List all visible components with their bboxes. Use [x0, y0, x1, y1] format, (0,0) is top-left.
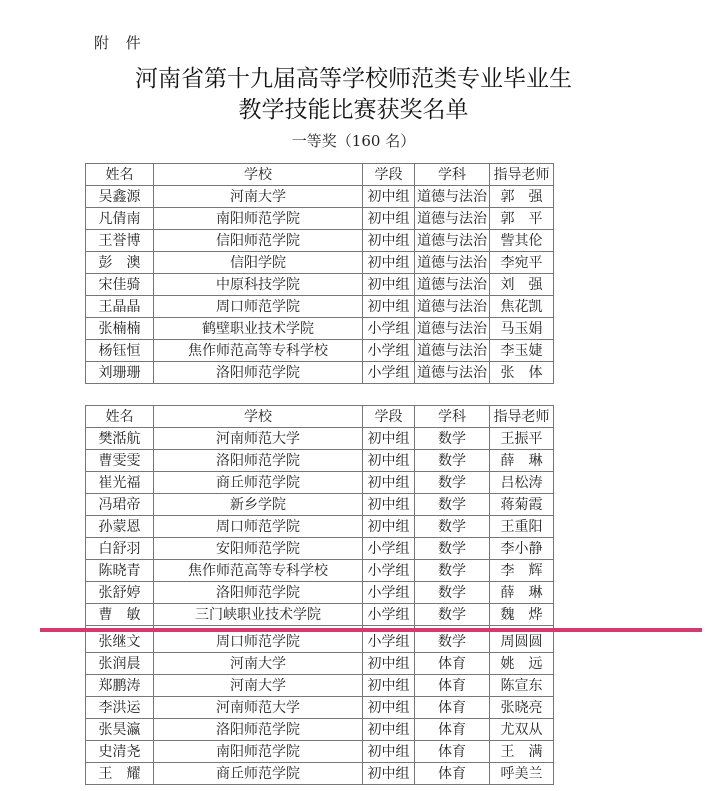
table-cell: 张继文: [86, 626, 154, 653]
table-cell: 尤双从: [490, 719, 554, 741]
table-cell: 马玉娟: [490, 318, 554, 340]
table-cell: 曹 敏: [86, 604, 154, 626]
table-row: [86, 450, 554, 472]
table-cell: 小学组: [363, 340, 415, 362]
table-cell: 鹤壁职业技术学院: [154, 318, 363, 340]
table-row: [86, 719, 554, 741]
table-cell: 初中组: [363, 428, 415, 450]
table-cell: 初中组: [363, 494, 415, 516]
table-cell: 体育: [415, 741, 490, 763]
table-cell: 南阳师范学院: [154, 741, 363, 763]
table-cell: 初中组: [363, 186, 415, 208]
table-cell: 冯珺帝: [86, 494, 154, 516]
table-cell: 洛阳师范学院: [154, 582, 363, 604]
table-cell: 张舒婷: [86, 582, 154, 604]
table-cell: 数学: [415, 450, 490, 472]
table-cell: 道德与法治: [415, 230, 490, 252]
table-row: [86, 494, 554, 516]
table-cell: 初中组: [363, 472, 415, 494]
table-cell: 道德与法治: [415, 186, 490, 208]
table-row: [86, 653, 554, 675]
column-header: 学段: [363, 164, 415, 186]
table-cell: 体育: [415, 763, 490, 785]
table-cell: 张润晨: [86, 653, 154, 675]
table-cell: 安阳师范学院: [154, 538, 363, 560]
table-cell: 李小静: [490, 538, 554, 560]
table-cell: 初中组: [363, 230, 415, 252]
table-cell: 焦作师范高等专科学校: [154, 560, 363, 582]
table-row: [86, 560, 554, 582]
table-cell: 张昊瀛: [86, 719, 154, 741]
table-cell: 杨钰恒: [86, 340, 154, 362]
winners-table-ethics: [85, 163, 554, 384]
table-cell: 数学: [415, 560, 490, 582]
award-level-heading: 一等奖（160 名）: [291, 132, 416, 150]
table-cell: 体育: [415, 719, 490, 741]
table-cell: 数学: [415, 626, 490, 653]
table-cell: 河南大学: [154, 186, 363, 208]
table-cell: 薛 琳: [490, 582, 554, 604]
table-cell: 樊湉航: [86, 428, 154, 450]
table-cell: 周口师范学院: [154, 296, 363, 318]
table-cell: 吕松涛: [490, 472, 554, 494]
table-cell: 初中组: [363, 719, 415, 741]
table-row: [86, 604, 554, 626]
table-cell: 信阳师范学院: [154, 230, 363, 252]
table-cell: 焦花凯: [490, 296, 554, 318]
table-cell: 小学组: [363, 538, 415, 560]
table-cell: 王 满: [490, 741, 554, 763]
table-row: [86, 186, 554, 208]
table-cell: 焦作师范高等专科学校: [154, 340, 363, 362]
table-cell: 道德与法治: [415, 362, 490, 384]
table-cell: 道德与法治: [415, 208, 490, 230]
table-cell: 河南师范大学: [154, 697, 363, 719]
table-cell: 小学组: [363, 626, 415, 653]
table-row: [86, 472, 554, 494]
table-cell: 河南大学: [154, 653, 363, 675]
table-cell: 道德与法治: [415, 318, 490, 340]
table-cell: 南阳师范学院: [154, 208, 363, 230]
table-cell: 三门峡职业技术学院: [154, 604, 363, 626]
table-row: [86, 763, 554, 785]
table-cell: 初中组: [363, 252, 415, 274]
table-cell: 初中组: [363, 763, 415, 785]
table-cell: 凡倩南: [86, 208, 154, 230]
table-cell: 初中组: [363, 697, 415, 719]
table-row: [86, 252, 554, 274]
table-cell: 洛阳师范学院: [154, 450, 363, 472]
table-cell: 刘珊珊: [86, 362, 154, 384]
header-row: [86, 164, 554, 186]
table-row: [86, 318, 554, 340]
table-row: [86, 741, 554, 763]
table-cell: 道德与法治: [415, 340, 490, 362]
table-cell: 初中组: [363, 296, 415, 318]
table-cell: 洛阳师范学院: [154, 362, 363, 384]
column-header: 学段: [363, 406, 415, 428]
table-cell: 小学组: [363, 604, 415, 626]
highlight-line: [40, 628, 702, 632]
table-cell: 周口师范学院: [154, 516, 363, 538]
table-cell: 薛 琳: [490, 450, 554, 472]
table-row: [86, 208, 554, 230]
table-cell: 张楠楠: [86, 318, 154, 340]
table-cell: 中原科技学院: [154, 274, 363, 296]
table-cell: 李 辉: [490, 560, 554, 582]
table-cell: 数学: [415, 516, 490, 538]
table-cell: 新乡学院: [154, 494, 363, 516]
table-cell: 李玉婕: [490, 340, 554, 362]
column-header: 学科: [415, 406, 490, 428]
column-header: 学校: [154, 164, 363, 186]
table-cell: 张晓亮: [490, 697, 554, 719]
table-cell: 史清尧: [86, 741, 154, 763]
table-cell: 数学: [415, 472, 490, 494]
table-cell: 刘 强: [490, 274, 554, 296]
table-row: [86, 538, 554, 560]
table-cell: 王振平: [490, 428, 554, 450]
column-header: 指导老师: [490, 406, 554, 428]
table-row: [86, 675, 554, 697]
table-row: [86, 582, 554, 604]
table-cell: 河南大学: [154, 675, 363, 697]
table-cell: 数学: [415, 428, 490, 450]
table-cell: 郭 平: [490, 208, 554, 230]
table-cell: 初中组: [363, 450, 415, 472]
table-cell: 陈宣东: [490, 675, 554, 697]
table-cell: 初中组: [363, 675, 415, 697]
table-cell: 初中组: [363, 741, 415, 763]
attachment-label: 附 件: [94, 34, 147, 52]
table-cell: 数学: [415, 582, 490, 604]
table-cell: 体育: [415, 653, 490, 675]
winners-table-math-pe: [85, 405, 554, 785]
table-cell: 初中组: [363, 516, 415, 538]
table-cell: 体育: [415, 697, 490, 719]
table-cell: 訾其伦: [490, 230, 554, 252]
column-header: 姓名: [86, 164, 154, 186]
table-cell: 魏 烨: [490, 604, 554, 626]
table-cell: 周圆圆: [490, 626, 554, 653]
table-cell: 蒋菊霞: [490, 494, 554, 516]
table-cell: 李宛平: [490, 252, 554, 274]
table-cell: 小学组: [363, 560, 415, 582]
table-cell: 宋佳骑: [86, 274, 154, 296]
table-cell: 吴鑫源: [86, 186, 154, 208]
table-cell: 王 耀: [86, 763, 154, 785]
table-cell: 河南师范大学: [154, 428, 363, 450]
table-cell: 曹雯雯: [86, 450, 154, 472]
table-cell: 小学组: [363, 362, 415, 384]
table-cell: 商丘师范学院: [154, 472, 363, 494]
table-row: [86, 362, 554, 384]
table-cell: 数学: [415, 604, 490, 626]
table-cell: 道德与法治: [415, 252, 490, 274]
table-cell: 数学: [415, 538, 490, 560]
document-title: 河南省第十九届高等学校师范类专业毕业生: [135, 66, 572, 92]
table-cell: 体育: [415, 675, 490, 697]
table-row: [86, 428, 554, 450]
table-row: [86, 230, 554, 252]
table-row: [86, 516, 554, 538]
table-cell: 王誉博: [86, 230, 154, 252]
table-cell: 郑鹏涛: [86, 675, 154, 697]
table-row: [86, 340, 554, 362]
table-cell: 王重阳: [490, 516, 554, 538]
header-row: [86, 406, 554, 428]
table-row: [86, 296, 554, 318]
column-header: 学校: [154, 406, 363, 428]
table-cell: 小学组: [363, 582, 415, 604]
table-cell: 周口师范学院: [154, 626, 363, 653]
table-cell: 王晶晶: [86, 296, 154, 318]
table-cell: 白舒羽: [86, 538, 154, 560]
table-cell: 初中组: [363, 208, 415, 230]
table-cell: 信阳学院: [154, 252, 363, 274]
table-cell: 初中组: [363, 274, 415, 296]
table-cell: 郭 强: [490, 186, 554, 208]
document-title-line2: 教学技能比赛获奖名单: [238, 97, 469, 123]
table-cell: 初中组: [363, 653, 415, 675]
column-header: 指导老师: [490, 164, 554, 186]
table-cell: 小学组: [363, 318, 415, 340]
table-cell: 呼美兰: [490, 763, 554, 785]
table-cell: 道德与法治: [415, 296, 490, 318]
table-cell: 孙蒙恩: [86, 516, 154, 538]
column-header: 姓名: [86, 406, 154, 428]
table-row: [86, 697, 554, 719]
table-cell: 崔光福: [86, 472, 154, 494]
column-header: 学科: [415, 164, 490, 186]
table-cell: 数学: [415, 494, 490, 516]
table-cell: 张 体: [490, 362, 554, 384]
table-cell: 洛阳师范学院: [154, 719, 363, 741]
table-cell: 姚 远: [490, 653, 554, 675]
table-row: [86, 274, 554, 296]
table-cell: 陈晓青: [86, 560, 154, 582]
table-cell: 李洪运: [86, 697, 154, 719]
table-cell: 道德与法治: [415, 274, 490, 296]
table-cell: 商丘师范学院: [154, 763, 363, 785]
table-cell: 彭 澳: [86, 252, 154, 274]
